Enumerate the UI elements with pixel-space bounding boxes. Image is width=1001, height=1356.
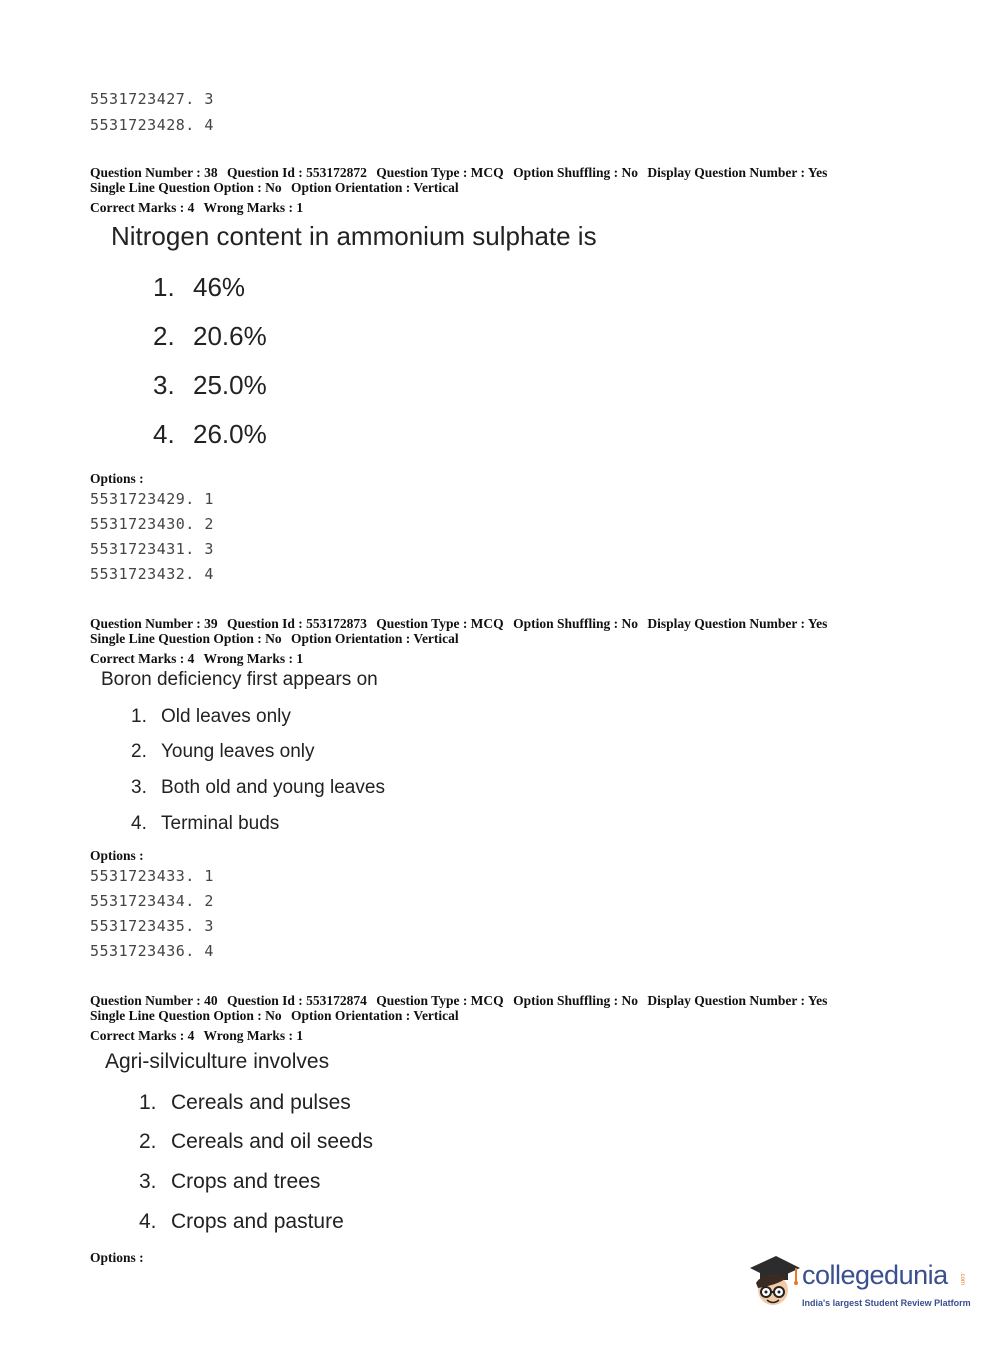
meta-line-3: Correct Marks : 4 Wrong Marks : 1 [90,1028,304,1043]
option-id-line: 5531723428. 4 [90,116,214,134]
choice-number: 2. [153,321,175,351]
question-meta [90,165,833,215]
choice-number: 3. [139,1170,157,1193]
answer-choice [131,741,315,763]
meta-line-2: Single Line Question Option : No Option Orientation : Vertical [90,180,459,195]
choice-number: 1. [139,1091,157,1114]
answer-choice [153,370,267,401]
question-text: Agri-silviculture involves [105,1050,330,1073]
option-id-line: 5531723430. 2 [90,515,214,533]
answer-choice [131,813,279,835]
meta-line-1: Question Number : 40 Question Id : 553172874 Question Type : MCQ Option Shuffling : No Display Question Number : Yes [90,993,828,1008]
answer-choice [153,419,267,450]
question-meta [90,993,833,1043]
option-id-line: 5531723431. 3 [90,540,214,558]
meta-line-3: Correct Marks : 4 Wrong Marks : 1 [90,200,304,215]
choice-number: 1. [131,706,147,727]
meta-line-3: Correct Marks : 4 Wrong Marks : 1 [90,651,304,666]
answer-choice [139,1091,351,1115]
answer-choice [139,1170,320,1194]
option-id-line: 5531723434. 2 [90,892,214,910]
choice-number: 4. [153,419,175,449]
choice-number: 4. [139,1210,157,1233]
option-id-line: 5531723433. 1 [90,867,214,885]
option-id-line: 5531723429. 1 [90,490,214,508]
collegedunia-logo [742,1250,972,1320]
mascot-icon [742,1250,800,1312]
choice-label: Young leaves only [161,741,315,762]
brand-name: collegedunia [802,1260,948,1290]
answer-choice [153,272,245,303]
choice-label: 20.6% [193,321,267,351]
meta-line-1: Question Number : 39 Question Id : 553172873 Question Type : MCQ Option Shuffling : No Display Question Number : Yes [90,616,828,631]
meta-line-2: Single Line Question Option : No Option Orientation : Vertical [90,631,459,646]
brand-domain: .com [959,1272,965,1286]
option-id-line: 5531723432. 4 [90,565,214,583]
choice-label: Crops and trees [171,1170,321,1193]
brand-tagline: India's largest Student Review Platform [802,1298,971,1308]
options-heading: Options : [90,1250,144,1265]
answer-choice [139,1210,344,1234]
options-heading: Options : [90,848,144,863]
option-id-line: 5531723435. 3 [90,917,214,935]
choice-label: Cereals and pulses [171,1091,351,1114]
option-id-line: 5531723436. 4 [90,942,214,960]
choice-number: 4. [131,813,147,834]
choice-number: 2. [139,1130,157,1153]
answer-choice [153,321,267,352]
choice-number: 1. [153,272,175,302]
option-id-line: 5531723427. 3 [90,90,214,108]
answer-choice [131,777,385,799]
choice-label: Old leaves only [161,706,291,727]
choice-number: 2. [131,741,147,762]
question-meta [90,616,833,666]
choice-number: 3. [153,370,175,400]
choice-label: Both old and young leaves [161,777,385,798]
choice-label: 26.0% [193,419,267,449]
answer-choice [131,706,291,728]
choice-label: Terminal buds [161,813,280,834]
meta-line-1: Question Number : 38 Question Id : 553172872 Question Type : MCQ Option Shuffling : No Display Question Number : Yes [90,165,828,180]
choice-label: 25.0% [193,370,267,400]
choice-label: Crops and pasture [171,1210,344,1233]
choice-label: 46% [193,272,246,302]
question-text: Nitrogen content in ammonium sulphate is [111,221,597,251]
choice-number: 3. [131,777,147,798]
meta-line-2: Single Line Question Option : No Option Orientation : Vertical [90,1008,459,1023]
question-text: Boron deficiency first appears on [101,669,378,690]
choice-label: Cereals and oil seeds [171,1130,373,1153]
options-heading: Options : [90,471,144,486]
answer-choice [139,1130,373,1154]
